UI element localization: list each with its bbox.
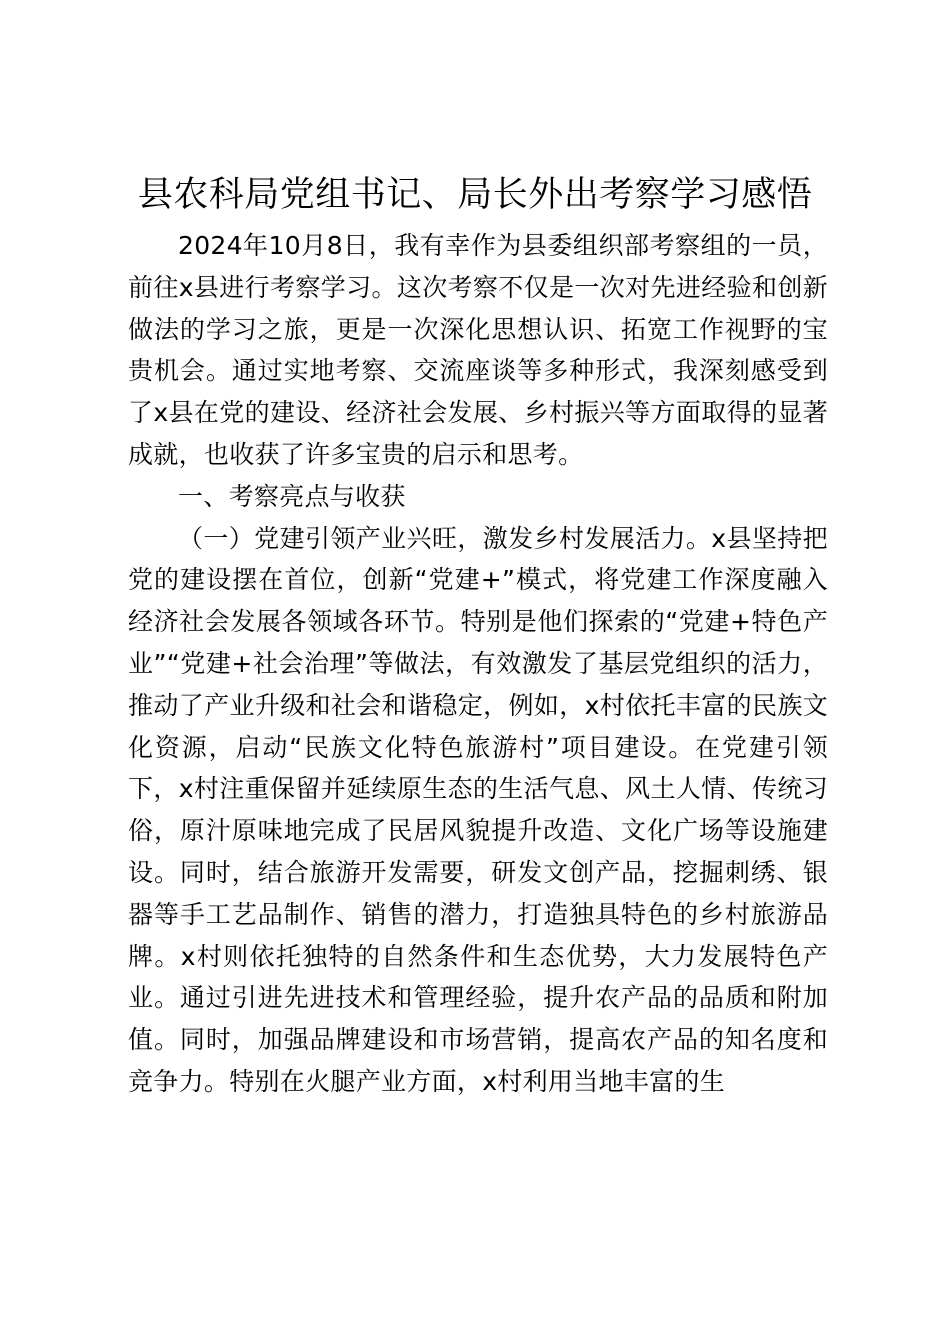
body-paragraph: （一）党建引领产业兴旺，激发乡村发展活力。x县坚持把党的建设摆在首位，创新“党建+”模式，将党建工作深度融入经济社会发展各领域各环节。特别是他们探索的“党建+特色产业”“党建+社会治理”等做法，有效激发了基层党组织的活力，推动了产业升级和社会和谐稳定，例如，x村依托丰富的民族文化资源，启动“民族文化特色旅游村”项目建设。在党建引领下，x村注重保留并延续原生态的生活气息、风土人情、传统习俗，原汁原味地完成了民居风貌提升改造、文化广场等设施建设。同时，结合旅游开发需要，研发文创产品，挖掘刺绣、银器等手工艺品制作、销售的潜力，打造独具特色的乡村旅游品牌。x村则依托独特的自然条件和生态优势，大力发展特色产业。通过引进先进技术和管理经验，提升农产品的品质和附加值。同时，加强品牌建设和市场营销，提高农产品的知名度和竞争力。特别在火腿产业方面，x村利用当地丰富的生 bbox=[128, 523, 828, 1096]
document-body bbox=[128, 225, 828, 1103]
section-heading: 一、考察亮点与收获 bbox=[178, 481, 406, 511]
document-title: 县农科局党组书记、局长外出考察学习感悟 bbox=[137, 175, 813, 215]
intro-paragraph: 2024年10月8日，我有幸作为县委组织部考察组的一员，前往x县进行考察学习。这次考察不仅是一次对先进经验和创新做法的学习之旅，更是一次深化思想认识、拓宽工作视野的宝贵机会。通过实地考察、交流座谈等多种形式，我深刻感受到了x县在党的建设、经济社会发展、乡村振兴等方面取得的显著成就，也收获了许多宝贵的启示和思考。 bbox=[128, 231, 828, 469]
